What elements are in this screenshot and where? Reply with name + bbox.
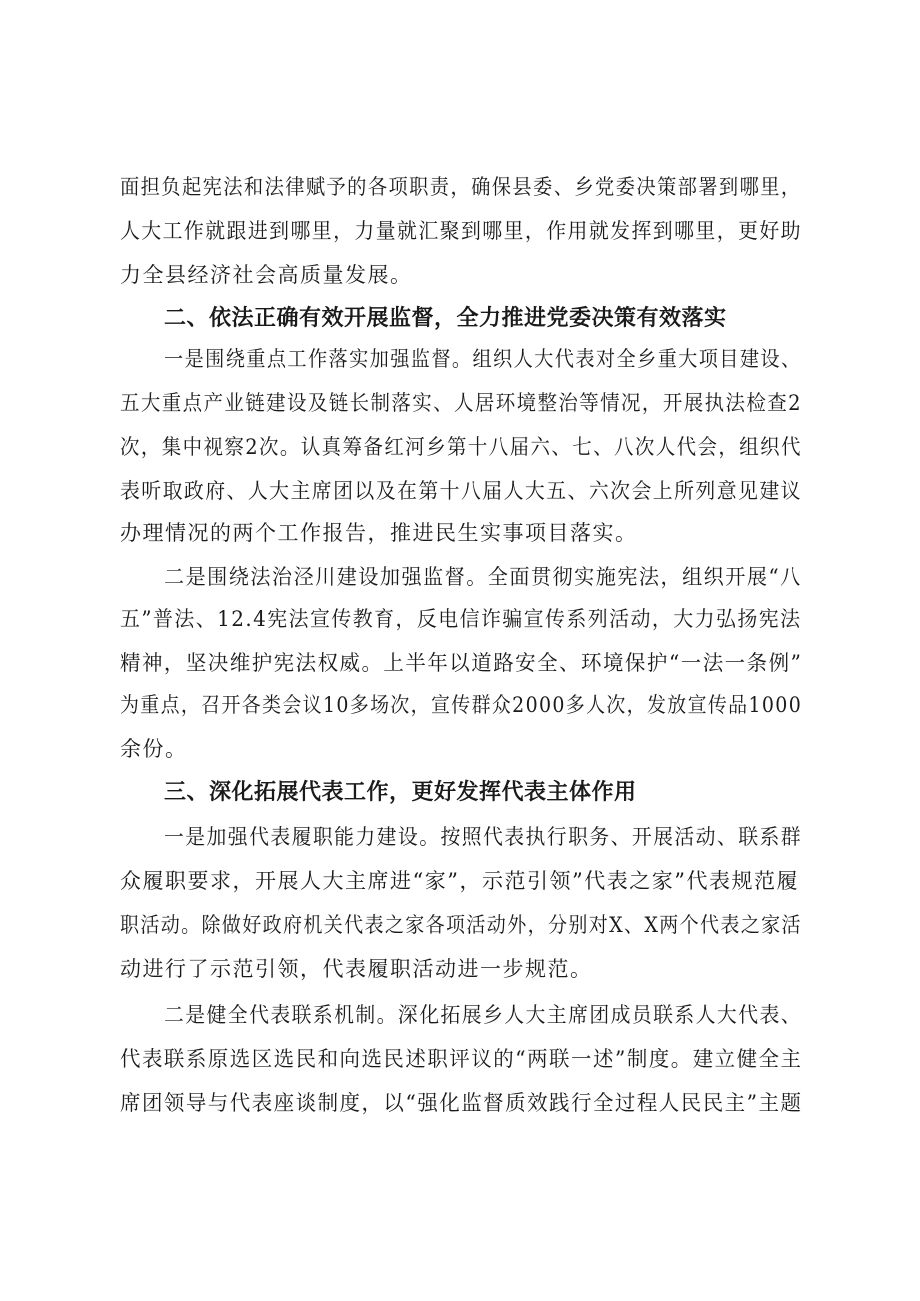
body-line: 二是健全代表联系机制。深化拓展乡人大主席团成员联系人大代表、 [164, 1003, 802, 1027]
body-line: 余份。 [120, 737, 188, 761]
body-line: 办理情况的两个工作报告，推进民生实事项目落实。 [120, 521, 638, 545]
body-line: 表听取政府、人大主席团以及在第十八届人大五、六次会上所列意见建议 [120, 479, 802, 503]
body-line: 动进行了示范引领，代表履职活动进一步规范。 [120, 957, 593, 981]
body-line: 五大重点产业链建设及链长制落实、人居环境整治等情况，开展执法检查2 [120, 391, 802, 415]
body-line: 为重点，召开各类会议10多场次，宣传群众2000多人次，发放宣传品1000 [120, 693, 803, 717]
body-line: 一是加强代表履职能力建设。按照代表执行职务、开展活动、联系群 [164, 825, 802, 849]
body-line: 代表联系原选区选民和向选民述职评议的“两联一述”制度。建立健全主 [120, 1047, 803, 1071]
section-heading-2: 二、依法正确有效开展监督，全力推进党委决策有效落实 [164, 306, 727, 331]
body-line: 二是围绕法治泾川建设加强监督。全面贯彻实施宪法，组织开展“八 [164, 565, 802, 589]
body-line: 面担负起宪法和法律赋予的各项职责，确保县委、乡党委决策部署到哪里， [120, 175, 802, 199]
section-heading-3: 三、深化拓展代表工作，更好发挥代表主体作用 [164, 780, 637, 805]
body-line: 次，集中视察2次。认真筹备红河乡第十八届六、七、八次人代会，组织代 [120, 435, 802, 459]
body-line: 职活动。除做好政府机关代表之家各项活动外，分别对X、X两个代表之家活 [120, 913, 802, 937]
body-line: 五”普法、12.4宪法宣传教育，反电信诈骗宣传系列活动，大力弘扬宪法 [120, 607, 802, 631]
body-line: 众履职要求，开展人大主席进“家”，示范引领”代表之家”代表规范履 [120, 869, 799, 893]
body-line: 力全县经济社会高质量发展。 [120, 263, 413, 287]
body-line: 人大工作就跟进到哪里，力量就汇聚到哪里，作用就发挥到哪里，更好助 [120, 219, 802, 243]
body-line: 席团领导与代表座谈制度，以“强化监督质效践行全过程人民民主”主题 [120, 1091, 803, 1115]
body-line: 一是围绕重点工作落实加强监督。组织人大代表对全乡重大项目建设、 [164, 347, 802, 371]
body-line: 精神，坚决维护宪法权威。上半年以道路安全、环境保护“一法一条例” [120, 651, 803, 675]
